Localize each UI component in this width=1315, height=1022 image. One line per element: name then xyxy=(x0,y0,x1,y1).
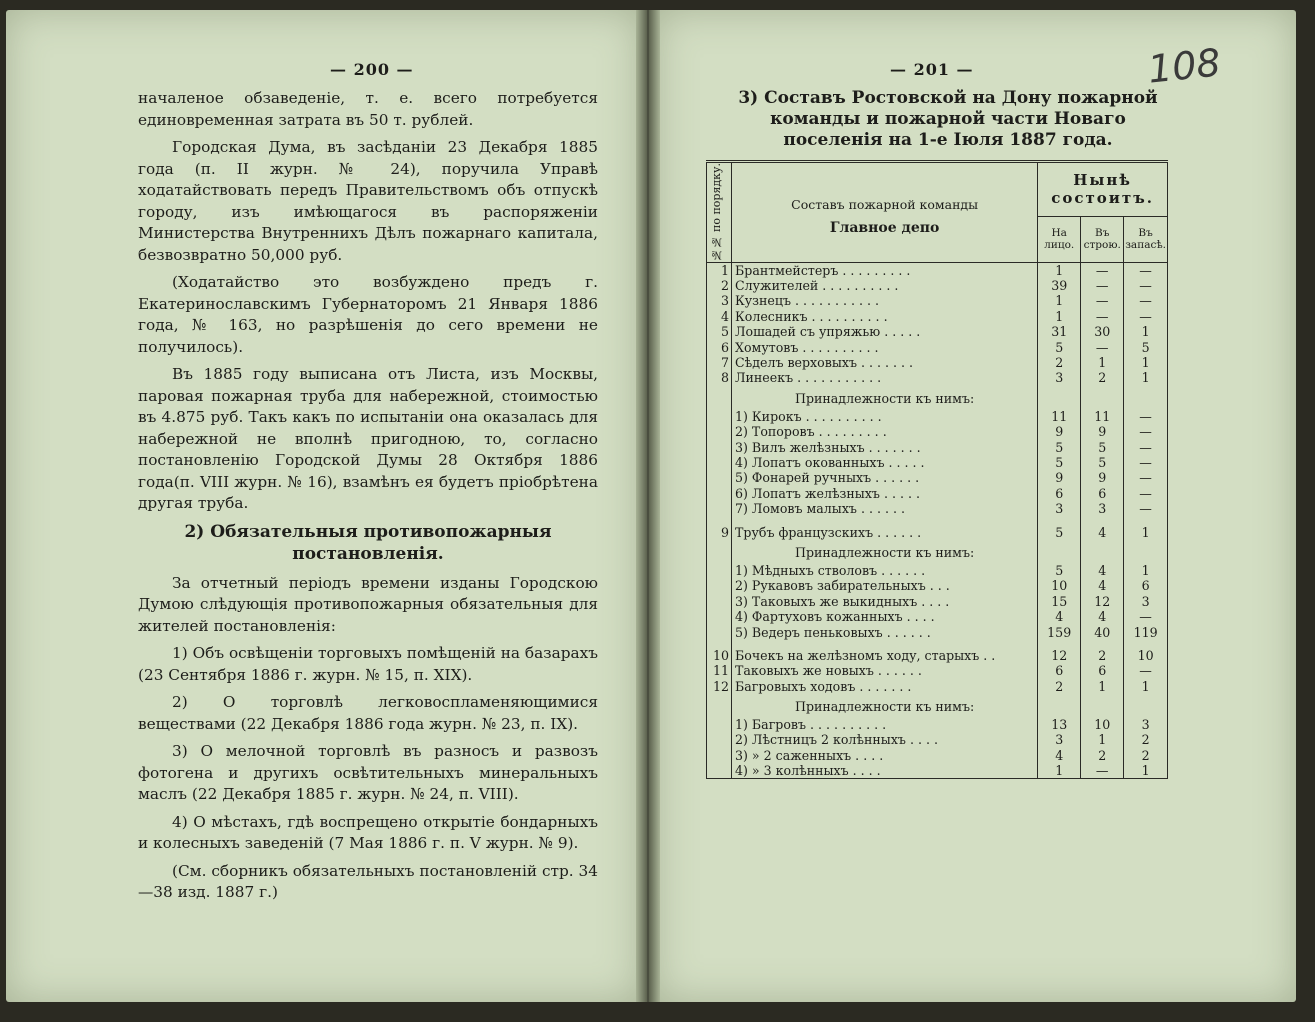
service-cell: 4 xyxy=(1081,609,1124,624)
value-cell xyxy=(1038,386,1081,409)
reserve-cell: 3 xyxy=(1124,594,1168,609)
reserve-cell: — xyxy=(1124,486,1168,501)
table-row xyxy=(707,732,1168,747)
present-cell: 9 xyxy=(1038,424,1081,439)
row-number-cell: 4 xyxy=(707,309,732,324)
list-item: 4) О мѣстахъ, гдѣ воспрещено открытіе бондарныхъ и колесныхъ заведеній (7 Мая 1886 г. п. V журн. № 9). xyxy=(138,812,598,852)
reserve-cell: — xyxy=(1124,455,1168,470)
table-row xyxy=(707,524,1168,539)
value-cell xyxy=(1081,694,1124,717)
item-name-cell: 2) Топоровъ . . . . . . . . . xyxy=(732,424,1038,439)
reserve-cell: — xyxy=(1124,309,1168,324)
page-number-right: — 201 — xyxy=(890,60,974,79)
reserve-cell: 1 xyxy=(1124,355,1168,370)
service-cell: — xyxy=(1081,763,1124,779)
reserve-cell: 10 xyxy=(1124,648,1168,663)
service-cell: 5 xyxy=(1081,439,1124,454)
spacer-cell xyxy=(1038,516,1081,524)
table-row xyxy=(707,594,1168,609)
present-cell: 159 xyxy=(1038,624,1081,639)
table-spacer-row xyxy=(707,640,1168,648)
reserve-cell: 1 xyxy=(1124,563,1168,578)
value-cell xyxy=(1038,540,1081,563)
row-number-cell xyxy=(707,424,732,439)
service-cell: 1 xyxy=(1081,678,1124,693)
item-name-cell: Бочекъ на желѣзномъ ходу, старыхъ . . xyxy=(732,648,1038,663)
present-cell: 5 xyxy=(1038,439,1081,454)
row-number-cell: 6 xyxy=(707,339,732,354)
reserve-cell: 119 xyxy=(1124,624,1168,639)
table-subheader-row xyxy=(707,386,1168,409)
reserve-cell: — xyxy=(1124,424,1168,439)
present-cell: 1 xyxy=(1038,309,1081,324)
value-cell xyxy=(1124,540,1168,563)
present-cell: 4 xyxy=(1038,609,1081,624)
item-name-cell: 1) Багровъ . . . . . . . . . . xyxy=(732,717,1038,732)
present-cell: 6 xyxy=(1038,663,1081,678)
present-cell: 13 xyxy=(1038,717,1081,732)
present-cell: 15 xyxy=(1038,594,1081,609)
present-cell: 1 xyxy=(1038,293,1081,308)
table-row xyxy=(707,262,1168,278)
present-cell: 2 xyxy=(1038,678,1081,693)
value-cell xyxy=(1081,386,1124,409)
row-number-cell xyxy=(707,609,732,624)
left-text-column xyxy=(138,88,598,910)
spacer-cell xyxy=(1124,640,1168,648)
reserve-cell: 1 xyxy=(1124,324,1168,339)
item-name-cell: Трубъ французскихъ . . . . . . xyxy=(732,524,1038,539)
paragraph: началеное обзаведеніе, т. е. всего потребуется единовременная затрата въ 50 т. рублей. xyxy=(138,89,598,129)
present-cell: 6 xyxy=(1038,486,1081,501)
item-name-cell: Линеекъ . . . . . . . . . . . xyxy=(732,370,1038,385)
table-row xyxy=(707,748,1168,763)
reference-note: (См. сборникъ обязательныхъ постановленій стр. 34—38 изд. 1887 г.) xyxy=(138,861,598,901)
row-number-cell xyxy=(707,748,732,763)
list-item: 1) Объ освѣщеніи торговыхъ помѣщеній на базарахъ (23 Сентября 1886 г. журн. № 15, п. XIX). xyxy=(138,644,598,684)
reserve-cell: — xyxy=(1124,439,1168,454)
reserve-cell: — xyxy=(1124,409,1168,424)
item-name-cell: Лошадей съ упряжью . . . . . xyxy=(732,324,1038,339)
present-cell: 1 xyxy=(1038,262,1081,278)
row-number-cell xyxy=(707,439,732,454)
present-cell: 10 xyxy=(1038,578,1081,593)
service-cell: — xyxy=(1081,309,1124,324)
row-number-cell: 7 xyxy=(707,355,732,370)
service-cell: — xyxy=(1081,262,1124,278)
reserve-cell: 5 xyxy=(1124,339,1168,354)
row-number-cell xyxy=(707,624,732,639)
reserve-cell: 1 xyxy=(1124,763,1168,779)
table-row xyxy=(707,563,1168,578)
column-header-number: №№ по порядку. xyxy=(707,162,732,263)
column-header-present: На лицо. xyxy=(1038,216,1081,262)
row-number-cell: 8 xyxy=(707,370,732,385)
subheader-cell: Принадлежности къ нимъ: xyxy=(732,694,1038,717)
service-cell: 4 xyxy=(1081,578,1124,593)
service-cell: 6 xyxy=(1081,663,1124,678)
row-number-cell xyxy=(707,386,732,409)
row-number-cell: 11 xyxy=(707,663,732,678)
table-row xyxy=(707,663,1168,678)
service-cell: 30 xyxy=(1081,324,1124,339)
service-cell: — xyxy=(1081,339,1124,354)
service-cell: 3 xyxy=(1081,501,1124,516)
reserve-cell: — xyxy=(1124,663,1168,678)
item-name-cell: 3) Вилъ желѣзныхъ . . . . . . . xyxy=(732,439,1038,454)
service-cell: 11 xyxy=(1081,409,1124,424)
table-row xyxy=(707,324,1168,339)
table-row xyxy=(707,309,1168,324)
present-cell: 5 xyxy=(1038,455,1081,470)
row-number-cell xyxy=(707,578,732,593)
item-name-cell: 5) Фонарей ручныхъ . . . . . . xyxy=(732,470,1038,485)
table-row xyxy=(707,409,1168,424)
row-number-cell xyxy=(707,717,732,732)
item-name-cell: Таковыхъ же новыхъ . . . . . . xyxy=(732,663,1038,678)
table-row xyxy=(707,578,1168,593)
column-header-now: Нынѣ состоитъ. xyxy=(1038,162,1168,217)
spacer-cell xyxy=(1081,640,1124,648)
value-cell xyxy=(1038,694,1081,717)
item-name-cell: Кузнецъ . . . . . . . . . . . xyxy=(732,293,1038,308)
table-row xyxy=(707,355,1168,370)
item-name-cell: Служителей . . . . . . . . . . xyxy=(732,278,1038,293)
present-cell: 3 xyxy=(1038,732,1081,747)
item-name-cell: 2) Лѣстницъ 2 колѣнныхъ . . . . xyxy=(732,732,1038,747)
item-name-cell: 4) Лопатъ окованныхъ . . . . . xyxy=(732,455,1038,470)
present-cell: 12 xyxy=(1038,648,1081,663)
item-name-cell: 4) » 3 колѣнныхъ . . . . xyxy=(732,763,1038,779)
row-number-cell xyxy=(707,594,732,609)
service-cell: 4 xyxy=(1081,524,1124,539)
list-item: 2) О торговлѣ легковоспламеняющимися веществами (22 Декабря 1886 года журн. № 23, п. IX). xyxy=(138,693,598,733)
table-row xyxy=(707,370,1168,385)
item-name-cell: Сѣделъ верховыхъ . . . . . . . xyxy=(732,355,1038,370)
reserve-cell: — xyxy=(1124,293,1168,308)
row-number-cell xyxy=(707,501,732,516)
spacer-cell xyxy=(707,640,732,648)
present-cell: 39 xyxy=(1038,278,1081,293)
paragraph: Въ 1885 году выписана отъ Листа, изъ Москвы, паровая пожарная труба для набережной, стоимостью въ 4.875 руб. Такъ какъ по испытаніи она оказалась для набережной не вполнѣ пригодною, то, согласно постановленію Городской Думы 28 Октября 1886 года(п. VIII журн. № 16), взамѣнъ ея будетъ пріобрѣтена другая труба. xyxy=(138,365,598,512)
table-row xyxy=(707,424,1168,439)
row-number-cell: 12 xyxy=(707,678,732,693)
item-name-cell: 4) Фартуховъ кожанныхъ . . . . xyxy=(732,609,1038,624)
fire-brigade-table xyxy=(706,160,1168,779)
table-row xyxy=(707,439,1168,454)
row-number-cell: 9 xyxy=(707,524,732,539)
reserve-cell: — xyxy=(1124,609,1168,624)
service-cell: 1 xyxy=(1081,732,1124,747)
paragraph: За отчетный періодъ времени изданы Городскою Думою слѣдующія противопожарныя обязательныя для жителей постановленія: xyxy=(138,573,598,635)
reserve-cell: 1 xyxy=(1124,678,1168,693)
spacer-cell xyxy=(1038,640,1081,648)
table-row xyxy=(707,501,1168,516)
table-row xyxy=(707,455,1168,470)
reserve-cell: 6 xyxy=(1124,578,1168,593)
present-cell: 5 xyxy=(1038,524,1081,539)
present-cell: 3 xyxy=(1038,370,1081,385)
subheader-cell: Принадлежности къ нимъ: xyxy=(732,386,1038,409)
table-row xyxy=(707,624,1168,639)
reserve-cell: — xyxy=(1124,278,1168,293)
present-cell: 31 xyxy=(1038,324,1081,339)
row-number-cell xyxy=(707,694,732,717)
table-row xyxy=(707,609,1168,624)
row-number-cell xyxy=(707,763,732,779)
service-cell: 9 xyxy=(1081,424,1124,439)
column-header-composition: Составъ пожарной команды Главное депо xyxy=(732,162,1038,263)
reserve-cell: 3 xyxy=(1124,717,1168,732)
item-name-cell: 7) Ломовъ малыхъ . . . . . . xyxy=(732,501,1038,516)
present-cell: 4 xyxy=(1038,748,1081,763)
handwritten-page-number: 108 xyxy=(1145,40,1223,92)
row-number-cell xyxy=(707,732,732,747)
service-cell: — xyxy=(1081,293,1124,308)
table-title: 3) Составъ Ростовской на Дону пожарной команды и пожарной части Новаго поселенія на 1-е Іюля 1887 года. xyxy=(738,88,1158,150)
spacer-cell xyxy=(1124,516,1168,524)
column-header-reserve: Въ запасѣ. xyxy=(1124,216,1168,262)
service-cell: 10 xyxy=(1081,717,1124,732)
service-cell: 40 xyxy=(1081,624,1124,639)
column-header-service: Въ строю. xyxy=(1081,216,1124,262)
row-number-cell: 1 xyxy=(707,262,732,278)
item-name-cell: 3) » 2 саженныхъ . . . . xyxy=(732,748,1038,763)
item-name-cell: 1) Кирокъ . . . . . . . . . . xyxy=(732,409,1038,424)
table-spacer-row xyxy=(707,516,1168,524)
value-cell xyxy=(1124,694,1168,717)
table-row xyxy=(707,486,1168,501)
spacer-cell xyxy=(732,640,1038,648)
reserve-cell: — xyxy=(1124,470,1168,485)
service-cell: — xyxy=(1081,278,1124,293)
spacer-cell xyxy=(732,516,1038,524)
present-cell: 1 xyxy=(1038,763,1081,779)
row-number-cell xyxy=(707,470,732,485)
spacer-cell xyxy=(707,516,732,524)
present-cell: 5 xyxy=(1038,563,1081,578)
row-number-cell xyxy=(707,540,732,563)
item-name-cell: 6) Лопатъ желѣзныхъ . . . . . xyxy=(732,486,1038,501)
reserve-cell: 2 xyxy=(1124,732,1168,747)
item-name-cell: 1) Мѣдныхъ стволовъ . . . . . . xyxy=(732,563,1038,578)
row-number-cell xyxy=(707,409,732,424)
reserve-cell: — xyxy=(1124,262,1168,278)
table-row xyxy=(707,717,1168,732)
row-number-cell xyxy=(707,486,732,501)
spacer-cell xyxy=(1081,516,1124,524)
item-name-cell: Колесникъ . . . . . . . . . . xyxy=(732,309,1038,324)
paragraph: (Ходатайство это возбуждено предъ г. Екатеринославскимъ Губернаторомъ 21 Января 1886 года, № 163, но разрѣшенія до сего времени не получилось). xyxy=(138,273,598,356)
row-number-cell: 10 xyxy=(707,648,732,663)
present-cell: 2 xyxy=(1038,355,1081,370)
reserve-cell: 1 xyxy=(1124,524,1168,539)
reserve-cell: 2 xyxy=(1124,748,1168,763)
item-name-cell: Брантмейстеръ . . . . . . . . . xyxy=(732,262,1038,278)
table-subheader-row xyxy=(707,694,1168,717)
service-cell: 2 xyxy=(1081,748,1124,763)
item-name-cell: Хомутовъ . . . . . . . . . . xyxy=(732,339,1038,354)
page-number-left: — 200 — xyxy=(330,60,414,79)
table-subheader-row xyxy=(707,540,1168,563)
service-cell: 4 xyxy=(1081,563,1124,578)
section-heading: 2) Обязательныя противопожарныя постановленія. xyxy=(184,521,552,564)
item-name-cell: 5) Ведеръ пеньковыхъ . . . . . . xyxy=(732,624,1038,639)
service-cell: 6 xyxy=(1081,486,1124,501)
present-cell: 9 xyxy=(1038,470,1081,485)
table-row xyxy=(707,648,1168,663)
service-cell: 12 xyxy=(1081,594,1124,609)
service-cell: 1 xyxy=(1081,355,1124,370)
book-gutter xyxy=(636,10,660,1002)
value-cell xyxy=(1124,386,1168,409)
item-name-cell: Багровыхъ ходовъ . . . . . . . xyxy=(732,678,1038,693)
reserve-cell: 1 xyxy=(1124,370,1168,385)
present-cell: 5 xyxy=(1038,339,1081,354)
table-row xyxy=(707,678,1168,693)
item-name-cell: 2) Рукавовъ забирательныхъ . . . xyxy=(732,578,1038,593)
present-cell: 11 xyxy=(1038,409,1081,424)
row-number-cell: 5 xyxy=(707,324,732,339)
item-name-cell: 3) Таковыхъ же выкидныхъ . . . . xyxy=(732,594,1038,609)
reserve-cell: — xyxy=(1124,501,1168,516)
service-cell: 5 xyxy=(1081,455,1124,470)
paragraph: Городская Дума, въ засѣданіи 23 Декабря 1885 года (п. II журн. № 24), поручила Управѣ ходатайствовать передъ Правительствомъ объ отпускѣ городу, изъ имѣющагося въ распоряженіи Министерства Внутреннихъ Дѣлъ пожарнаго капитала, безвозвратно 50,000 руб. xyxy=(138,138,598,264)
value-cell xyxy=(1081,540,1124,563)
row-number-cell: 3 xyxy=(707,293,732,308)
table-row xyxy=(707,763,1168,779)
table-row xyxy=(707,278,1168,293)
row-number-cell xyxy=(707,455,732,470)
row-number-cell xyxy=(707,563,732,578)
list-item: 3) О мелочной торговлѣ въ разносъ и развозъ фотогена и другихъ освѣтительныхъ минеральныхъ маслъ (22 Декабря 1885 г. журн. № 24, п. VIII). xyxy=(138,742,598,803)
row-number-cell: 2 xyxy=(707,278,732,293)
service-cell: 2 xyxy=(1081,370,1124,385)
table-row xyxy=(707,339,1168,354)
present-cell: 3 xyxy=(1038,501,1081,516)
subheader-cell: Принадлежности къ нимъ: xyxy=(732,540,1038,563)
table-row xyxy=(707,293,1168,308)
table-row xyxy=(707,470,1168,485)
service-cell: 9 xyxy=(1081,470,1124,485)
service-cell: 2 xyxy=(1081,648,1124,663)
